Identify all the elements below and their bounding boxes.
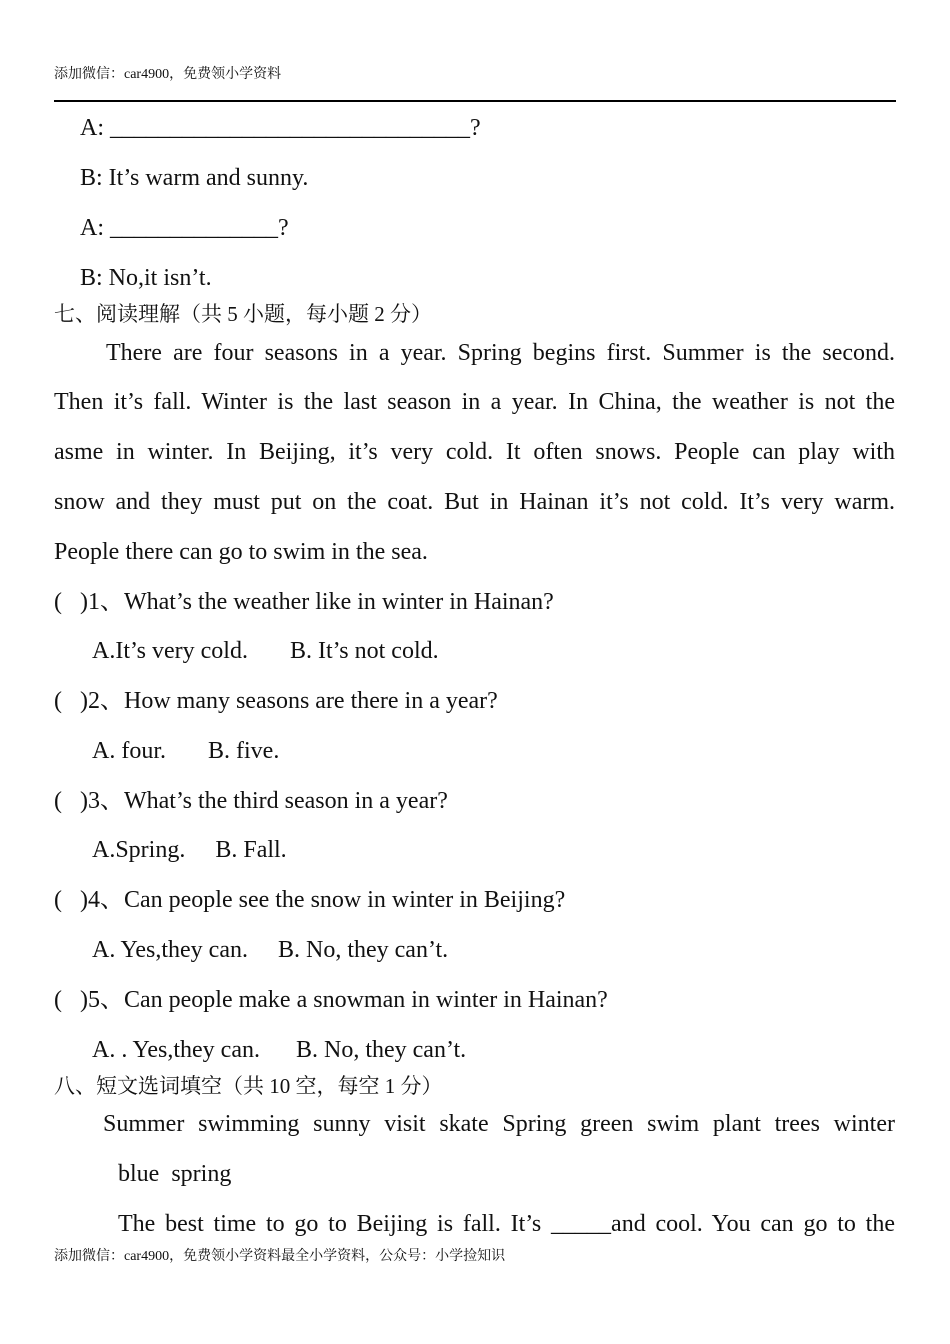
dialogue-line-2: B: It’s warm and sunny. [80, 165, 309, 191]
question-4-options: A. Yes,they can. B. No, they can’t. [92, 937, 449, 963]
question-1-options: A.It’s very cold. B. It’s not cold. [92, 638, 439, 664]
question-2-options: A. four. B. five. [92, 738, 280, 764]
question-1: ( )1、What’s the weather like in winter in Hainan? [54, 589, 554, 615]
dialogue-line-1: A: ______________________________? [80, 115, 481, 141]
dialogue-line-4: B: No,it isn’t. [80, 265, 212, 291]
header-divider [54, 100, 896, 102]
question-2: ( )2、How many seasons are there in a year? [54, 688, 498, 714]
footer-note: 添加微信：car4900，免费领小学资料最全小学资料，公众号：小学捡知识 [54, 1249, 506, 1264]
passage-line-3: asme in winter. In Beijing, it’s very cold. It often snows. People can play with [54, 439, 895, 465]
passage-line-1: There are four seasons in a year. Spring begins first. Summer is the second. [106, 340, 895, 366]
section-8-title: 八、短文选词填空（共 10 空，每空 1 分） [54, 1074, 443, 1098]
word-bank-line-2: blue spring [118, 1161, 232, 1187]
passage-line-2: Then it’s fall. Winter is the last season in a year. In China, the weather is not the [54, 389, 895, 415]
header-note: 添加微信：car4900，免费领小学资料 [54, 67, 282, 82]
section-7-title: 七、阅读理解（共 5 小题，每小题 2 分） [54, 302, 432, 326]
dialogue-line-3: A: ______________? [80, 215, 289, 241]
question-4: ( )4、Can people see the snow in winter in Beijing? [54, 887, 566, 913]
word-bank-line-1: Summer swimming sunny visit skate Spring green swim plant trees winter [103, 1111, 895, 1137]
question-5-options: A. . Yes,they can. B. No, they can’t. [92, 1037, 467, 1063]
question-5: ( )5、Can people make a snowman in winter in Hainan? [54, 987, 608, 1013]
passage-line-4: snow and they must put on the coat. But in Hainan it’s not cold. It’s very warm. [54, 489, 895, 515]
section-8-passage-line-1: The best time to go to Beijing is fall. It’s _____and cool. You can go to the [118, 1211, 895, 1237]
question-3-options: A.Spring. B. Fall. [92, 837, 287, 863]
passage-line-5: People there can go to swim in the sea. [54, 539, 428, 565]
question-3: ( )3、What’s the third season in a year? [54, 788, 448, 814]
